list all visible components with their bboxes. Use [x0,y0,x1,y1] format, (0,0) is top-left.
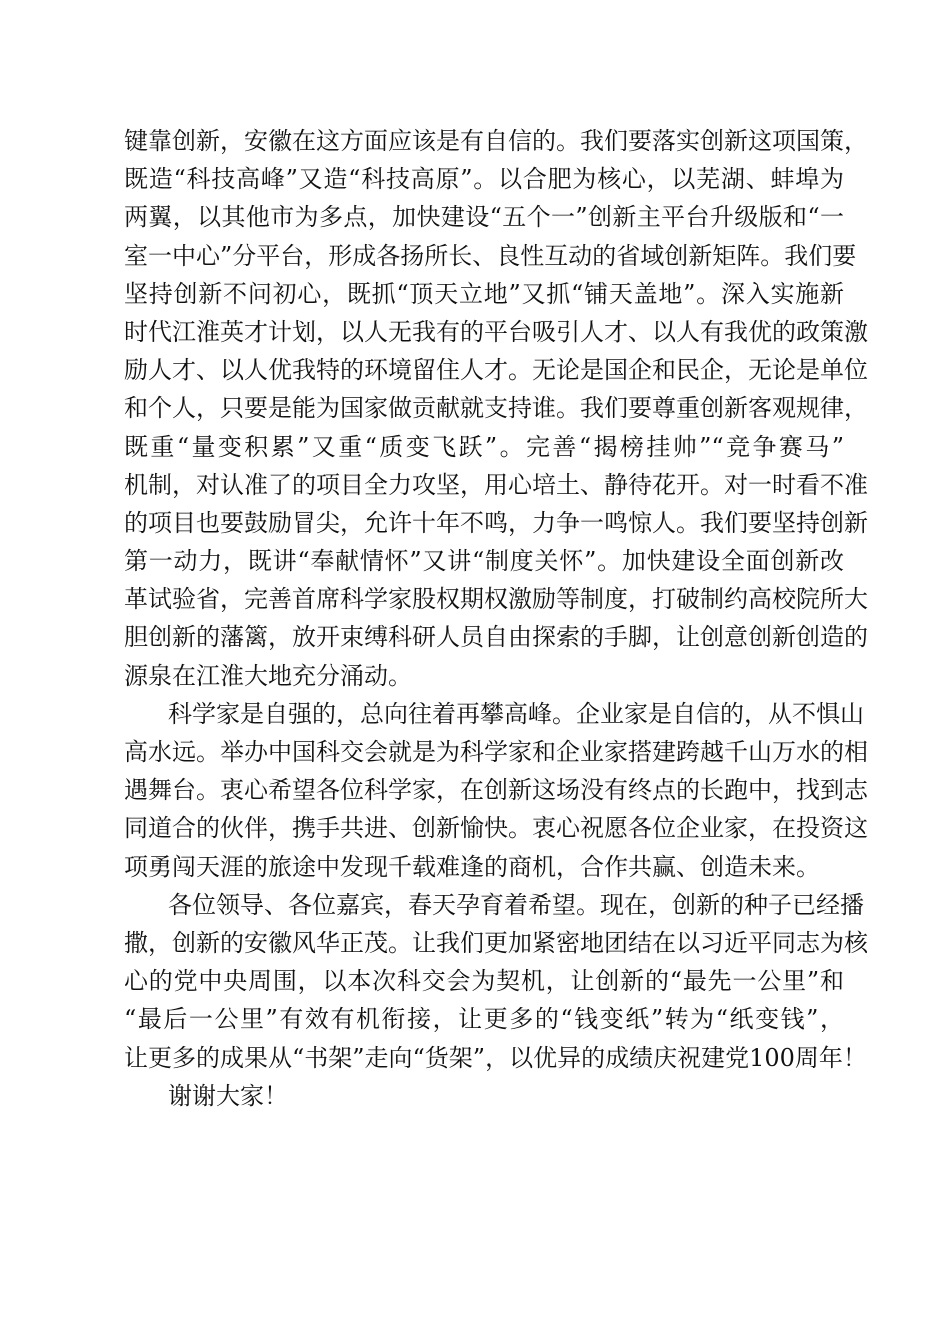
text-line: “最后一公里”有效有机衔接，让更多的“钱变纸”转为“纸变钱”， [124,1005,844,1034]
text-line: 谢谢大家！ [168,1081,288,1110]
text-line: 坚持创新不问初心，既抓“顶天立地”又抓“铺天盖地”。深入实施新 [124,279,844,308]
text-line: 科学家是自强的，总向往着再攀高峰。企业家是自信的，从不惧山 [168,699,864,728]
text-line: 室一中心”分平台，形成各扬所长、良性互动的省域创新矩阵。我们要 [124,241,857,270]
text-line: 两翼，以其他市为多点，加快建设“五个一”创新主平台升级版和“一 [124,203,844,232]
text-line: 源泉在江淮大地充分涌动。 [124,661,412,690]
text-line: 胆创新的藩篱，放开束缚科研人员自由探索的手脚，让创意创新创造的 [124,623,868,652]
text-line: 既造“科技高峰”又造“科技高原”。以合肥为核心，以芜湖、蚌埠为 [124,165,844,194]
text-line: 键靠创新，安徽在这方面应该是有自信的。我们要落实创新这项国策， [124,127,868,155]
text-line: 第一动力，既讲“奉献情怀”又讲“制度关怀”。加快建设全面创新改 [124,547,844,576]
text-line: 心的党中央周围，以本次科交会为契机，让创新的“最先一公里”和 [124,967,844,996]
text-line: 励人才、以人优我特的环境留住人才。无论是国企和民企，无论是单位 [124,356,868,385]
document-body [124,122,868,1115]
text-line: 各位领导、各位嘉宾，春天孕育着希望。现在，创新的种子已经播 [168,890,864,919]
text-line: 遇舞台。衷心希望各位科学家，在创新这场没有终点的长跑中，找到志 [124,776,868,805]
text-line: 革试验省，完善首席科学家股权期权激励等制度，打破制约高校院所大 [124,585,868,614]
text-line: 时代江淮英才计划，以人无我有的平台吸引人才、以人有我优的政策激 [124,317,868,346]
text-line: 的项目也要鼓励冒尖，允许十年不鸣，力争一鸣惊人。我们要坚持创新 [124,508,868,537]
text-line: 高水远。举办中国科交会就是为科学家和企业家搭建跨越千山万水的相 [124,738,868,766]
text-line: 和个人，只要是能为国家做贡献就支持谁。我们要尊重创新客观规律， [124,394,868,423]
text-line: 同道合的伙伴，携手共进、创新愉快。衷心祝愿各位企业家，在投资这 [124,814,868,843]
text-line: 既重“量变积累”又重“质变飞跃”。完善“揭榜挂帅”“竞争赛马” [124,432,844,461]
text-line: 撒，创新的安徽风华正茂。让我们更加紧密地团结在以习近平同志为核 [124,928,868,957]
text-line: 让更多的成果从“书架”走向“货架”，以优异的成绩庆祝建党100周年！ [124,1043,867,1072]
text-line: 项勇闯天涯的旅途中发现千载难逢的商机，合作共赢、创造未来。 [124,852,820,881]
text-line: 机制，对认准了的项目全力攻坚，用心培土、静待花开。对一时看不准 [124,470,868,499]
